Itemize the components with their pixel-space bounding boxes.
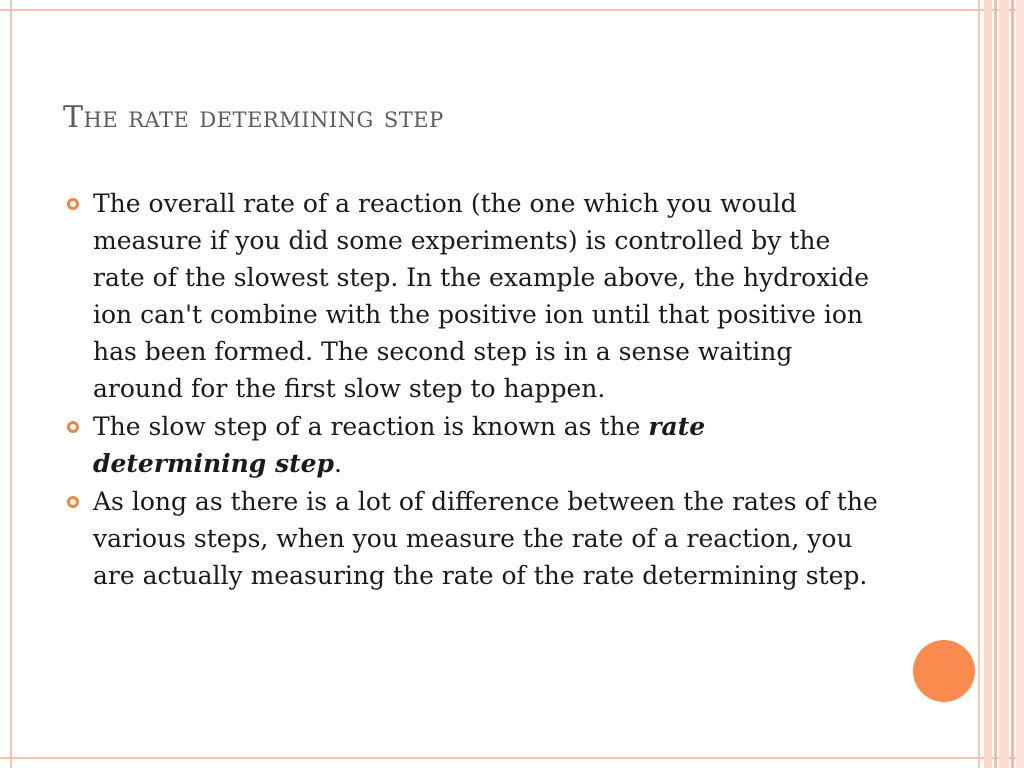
bullet-text: The slow step of a reaction is known as the	[93, 412, 649, 441]
right-stripe	[999, 0, 1009, 768]
hollow-circle-bullet-icon	[67, 421, 79, 433]
bullet-item	[63, 408, 883, 482]
right-stripe	[978, 0, 980, 768]
orange-circle-decoration	[913, 640, 975, 702]
bottom-border-line	[0, 757, 1024, 759]
right-stripe	[994, 0, 997, 768]
hollow-circle-bullet-icon	[67, 198, 79, 210]
bullet-text-end: .	[334, 449, 342, 478]
bullet-text: The overall rate of a reaction (the one which you would measure if you did some experiments) is controlled by the rate of the slowest step. In the example above, the hydroxide ion can't combine with the positive ion until that positive ion has been formed. The second step is in a sense waiting around for the first slow step to happen.	[93, 189, 870, 403]
right-stripe	[1016, 0, 1024, 768]
emphasized-term: rate determining step	[93, 412, 706, 478]
bullet-item	[63, 483, 883, 594]
top-border-line	[0, 9, 1024, 11]
right-stripe	[1011, 0, 1014, 768]
right-stripe	[984, 0, 992, 768]
left-border-line	[10, 0, 12, 768]
bullet-text: As long as there is a lot of difference between the rates of the various steps, when you measure the rate of a reaction, you are actually measuring the rate of the rate determining step.	[93, 487, 878, 590]
hollow-circle-bullet-icon	[67, 496, 79, 508]
bullet-list	[63, 185, 883, 595]
slide-title: The rate determining step	[63, 100, 444, 135]
bullet-item	[63, 185, 883, 407]
